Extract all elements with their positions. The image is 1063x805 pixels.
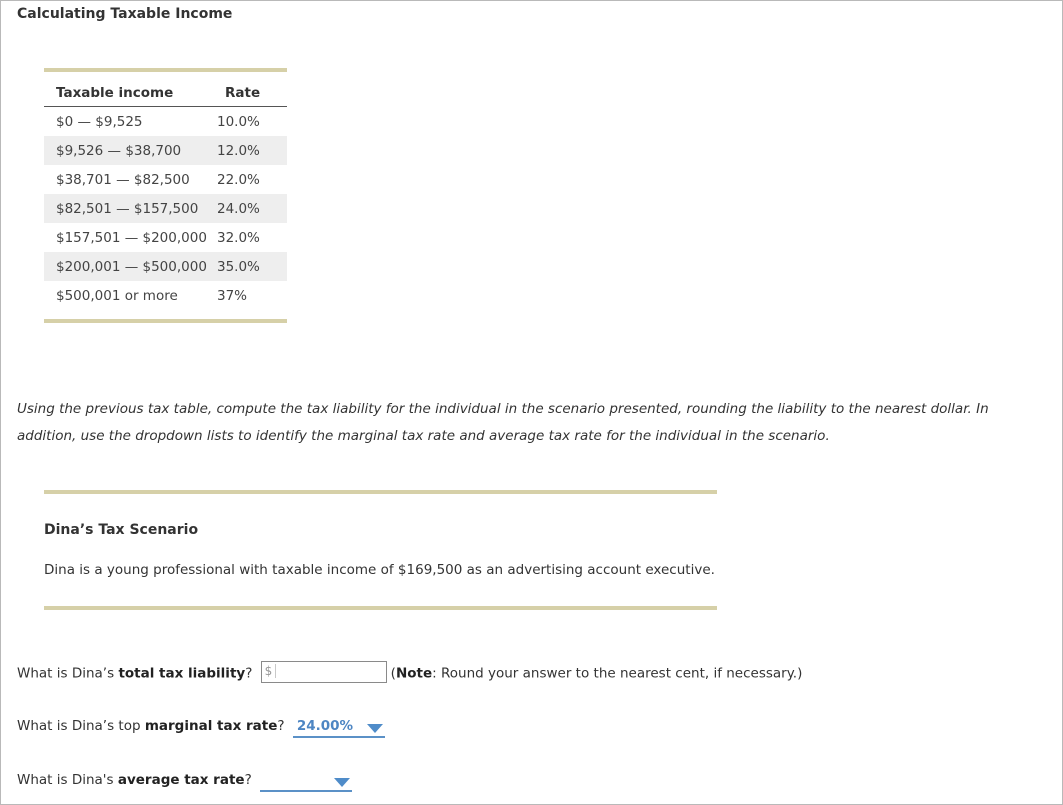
- tax-rate: 35.0%: [217, 252, 287, 281]
- tax-rate: 22.0%: [217, 171, 260, 188]
- marginal-rate-dropdown[interactable]: [293, 718, 385, 738]
- question-emphasis: average tax rate: [117, 772, 245, 788]
- tax-liability-input[interactable]: [278, 662, 386, 682]
- note-label: Note: [395, 665, 433, 682]
- question-total-tax-liability: [17, 664, 802, 683]
- scenario-text: Dina is a young professional with taxable income of $169,500 as an advertising account executive.: [44, 562, 715, 578]
- question-suffix: ?: [244, 772, 252, 788]
- question-prefix: What is Dina’s: [17, 665, 119, 682]
- note-text: : Round your answer to the nearest cent, if necessary.): [432, 665, 803, 682]
- scenario-title: Dina’s Tax Scenario: [44, 522, 199, 538]
- question-emphasis: marginal tax rate: [144, 718, 278, 734]
- tax-rate: 32.0%: [217, 229, 260, 246]
- question-marginal-tax-rate: [17, 718, 385, 738]
- tax-liability-field[interactable]: [261, 661, 387, 683]
- table-row: [44, 165, 287, 194]
- average-rate-selected: [260, 772, 264, 788]
- scenario-box: [44, 490, 717, 610]
- table-row: [44, 136, 287, 165]
- question-suffix: ?: [277, 718, 285, 734]
- currency-symbol: $: [265, 664, 277, 678]
- table-row: [44, 223, 287, 252]
- income-range: $82,501 — $157,500: [44, 194, 217, 223]
- question-prefix: What is Dina’s top: [17, 718, 145, 734]
- question-suffix: ?: [245, 665, 253, 682]
- table-row: [44, 281, 287, 310]
- caret-down-icon: [334, 778, 350, 787]
- header-taxable-income: Taxable income: [44, 81, 217, 107]
- question-prefix: What is Dina's: [17, 772, 118, 788]
- income-range: $38,701 — $82,500: [56, 171, 190, 188]
- header-rate: Rate: [217, 81, 287, 107]
- tax-table: [44, 68, 287, 323]
- note-open: (: [390, 665, 396, 682]
- income-range: $500,001 or more: [56, 287, 178, 304]
- income-range: $0 — $9,525: [56, 113, 143, 130]
- instructions-text: Using the previous tax table, compute the tax liability for the individual in the scenario presented, rounding the liability to the nearest dollar. In addition, use the dropdown lists to identify the marginal tax rate and average tax rate for the individual in the scenario.: [17, 401, 989, 444]
- income-range: $200,001 — $500,000: [44, 252, 217, 281]
- income-range: $157,501 — $200,000: [56, 229, 207, 246]
- marginal-rate-selected: 24.00%: [296, 718, 354, 734]
- question-emphasis: total tax liability: [118, 665, 246, 682]
- question-average-tax-rate: [17, 772, 352, 792]
- tax-rate: 24.0%: [217, 194, 287, 223]
- table-row: [44, 252, 287, 281]
- income-range: $9,526 — $38,700: [44, 136, 217, 165]
- tax-rate: 10.0%: [217, 113, 260, 130]
- table-row: [44, 107, 287, 137]
- tax-rate: 37%: [217, 287, 248, 304]
- caret-down-icon: [367, 724, 383, 733]
- table-header-row: [44, 81, 287, 107]
- page-title: Calculating Taxable Income: [17, 6, 233, 22]
- tax-rate: 12.0%: [217, 136, 287, 165]
- average-rate-dropdown[interactable]: [260, 772, 352, 792]
- table-row: [44, 194, 287, 223]
